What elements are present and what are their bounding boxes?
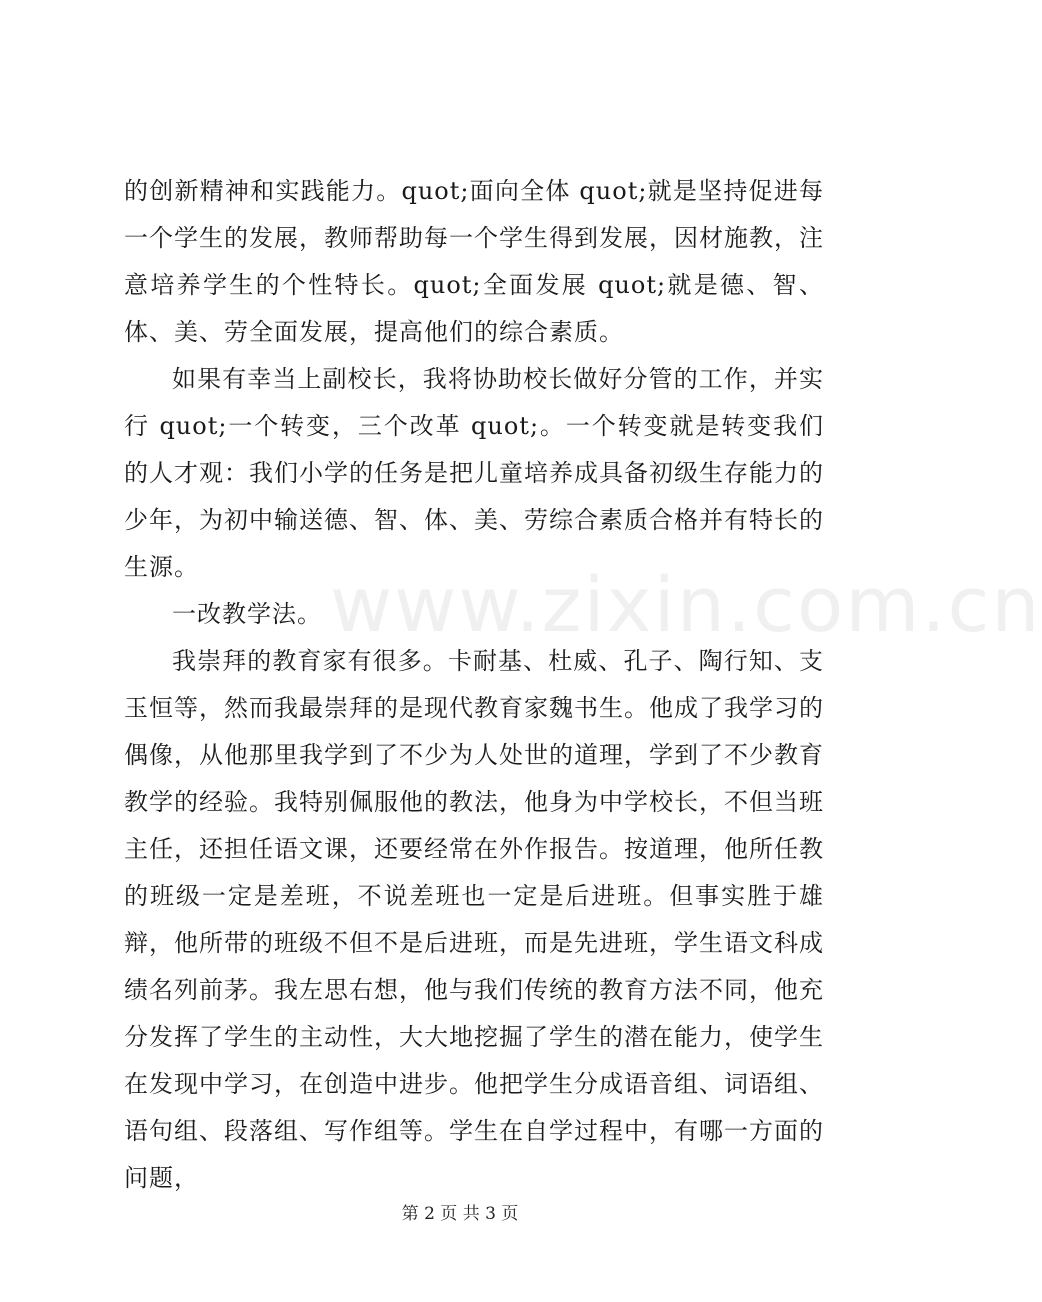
document-body bbox=[124, 168, 824, 1202]
paragraph-3: 一改教学法。 bbox=[172, 600, 322, 628]
watermark: www.zixin.com.cn bbox=[330, 560, 1042, 649]
page-number-footer: 第 2 页 共 3 页 bbox=[401, 1204, 519, 1224]
paragraph-4: 我崇拜的教育家有很多。卡耐基、杜威、孔子、陶行知、支玉恒等，然而我最崇拜的是现代教育家魏书生。他成了我学习的偶像，从他那里我学到了不少为人处世的道理，学到了不少教育教学的经验。我特别佩服他的教法，他身为中学校长，不但当班主任，还担任语文课，还要经常在外作报告。按道理，他所任教的班级一定是差班，不说差班也一定是后进班。但事实胜于雄辩，他所带的班级不但不是后进班，而是先进班，学生语文科成绩名列前茅。我左思右想，他与我们传统的教育方法不同，他充分发挥了学生的主动性，大大地挖掘了学生的潜在能力，使学生在发现中学习，在创造中进步。他把学生分成语音组、词语组、语句组、段落组、写作组等。学生在自学过程中，有哪一方面的问题， bbox=[124, 647, 824, 1192]
paragraph-2: 如果有幸当上副校长，我将协助校长做好分管的工作，并实行 quot;一个转变，三个改革 quot;。一个转变就是转变我们的人才观：我们小学的任务是把儿童培养成具备初级生存能力的少年，为初中输送德、智、体、美、劳综合素质合格并有特长的生源。 bbox=[124, 365, 824, 581]
paragraph-1: 的创新精神和实践能力。quot;面向全体 quot;就是坚持促进每一个学生的发展，教师帮助每一个学生得到发展，因材施教，注意培养学生的个性特长。quot;全面发展 quot;就是德、智、体、美、劳全面发展，提高他们的综合素质。 bbox=[124, 177, 824, 346]
